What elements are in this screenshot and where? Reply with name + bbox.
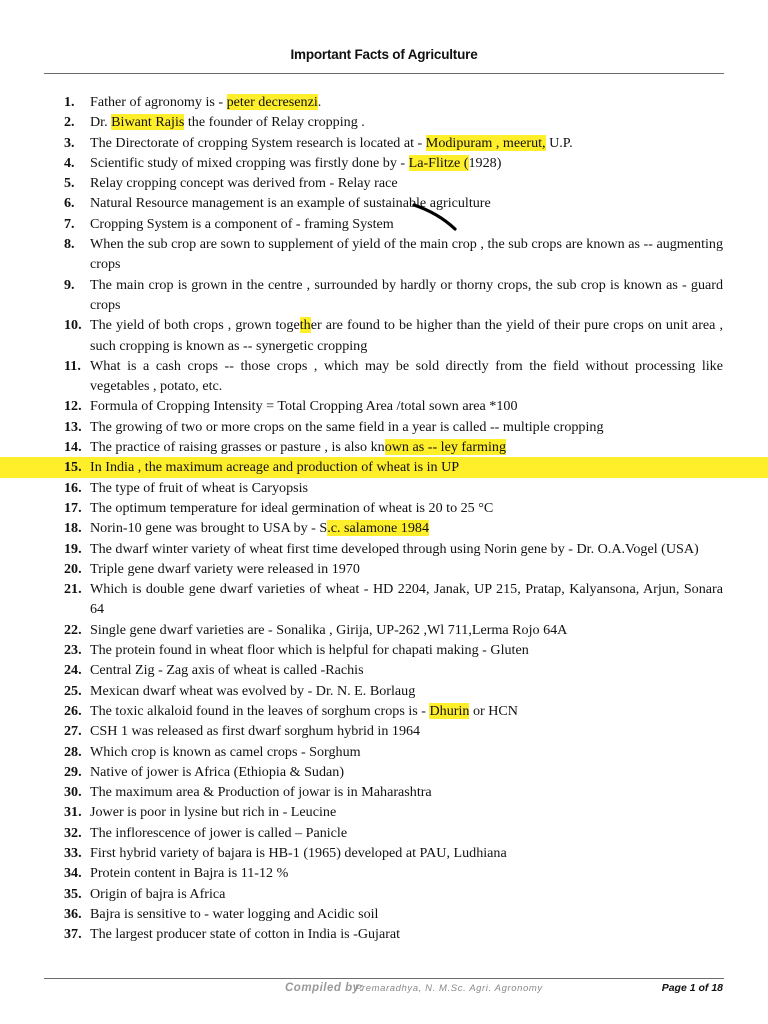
fact-item <box>0 417 768 437</box>
fact-number: 37. <box>64 926 82 943</box>
fact-text: The maximum area & Production of jowar is in Maharashtra <box>90 784 432 801</box>
fact-text: U.P. <box>545 134 573 151</box>
fact-number: 32. <box>64 824 82 841</box>
fact-item <box>0 701 768 721</box>
highlighted-text: .c. salamone 1984 <box>327 520 429 537</box>
fact-number: 20. <box>64 560 82 577</box>
facts-list <box>0 92 768 944</box>
fact-number: 27. <box>64 723 82 740</box>
fact-number: 26. <box>64 702 82 719</box>
fact-item <box>0 275 768 316</box>
fact-number: 30. <box>64 784 82 801</box>
fact-text: Dr. <box>90 114 112 131</box>
fact-number: 29. <box>64 763 82 780</box>
fact-text: or HCN <box>469 702 518 719</box>
fact-number: 34. <box>64 865 82 882</box>
fact-text: Central Zig - Zag axis of wheat is called -Rachis <box>90 662 364 679</box>
fact-item <box>0 518 768 538</box>
highlighted-text: peter decresenzi <box>226 94 318 110</box>
fact-number: 3. <box>64 134 75 151</box>
fact-item <box>0 457 768 477</box>
fact-number: 13. <box>64 418 82 435</box>
fact-item <box>0 782 768 802</box>
fact-number: 10. <box>64 317 82 334</box>
fact-number: 16. <box>64 479 82 496</box>
fact-number: 9. <box>64 276 75 293</box>
fact-number: 15. <box>64 459 82 476</box>
fact-text: Protein content in Bajra is 11-12 % <box>90 865 289 882</box>
fact-item <box>0 112 768 132</box>
fact-item <box>0 214 768 234</box>
fact-number: 8. <box>64 236 75 253</box>
fact-text: Relay cropping concept was derived from - Relay race <box>90 175 398 192</box>
fact-item <box>0 539 768 559</box>
highlighted-text: th <box>299 317 311 334</box>
fact-item <box>0 498 768 518</box>
fact-item <box>0 579 768 620</box>
fact-number: 6. <box>64 195 75 212</box>
fact-text: The main crop is grown in the centre , surrounded by hardly or thorny crops, the sub crop is known as - guard crops <box>90 276 723 313</box>
fact-number: 33. <box>64 844 82 861</box>
fact-number: 36. <box>64 905 82 922</box>
fact-number: 7. <box>64 215 75 232</box>
fact-number: 22. <box>64 621 82 638</box>
highlighted-text: Biwant Rajis <box>111 114 185 131</box>
fact-text: The toxic alkaloid found in the leaves of sorghum crops is - <box>90 702 430 719</box>
fact-number: 2. <box>64 114 75 131</box>
fact-item <box>0 823 768 843</box>
fact-number: 14. <box>64 439 82 456</box>
highlighted-text: Modipuram , meerut, <box>425 134 546 151</box>
fact-item <box>0 173 768 193</box>
fact-item <box>0 742 768 762</box>
fact-text: The protein found in wheat floor which is helpful for chapati making - Gluten <box>90 642 529 659</box>
fact-item <box>0 193 768 213</box>
fact-number: 28. <box>64 743 82 760</box>
fact-text: the founder of Relay cropping . <box>184 114 365 131</box>
fact-item <box>0 802 768 822</box>
fact-text: Origin of bajra is Africa <box>90 885 226 902</box>
fact-number: 11. <box>64 357 81 374</box>
fact-text: Jower is poor in lysine but rich in - Leucine <box>90 804 337 821</box>
fact-item <box>0 478 768 498</box>
fact-item <box>0 356 768 397</box>
fact-number: 4. <box>64 154 75 171</box>
page-footer <box>0 982 768 998</box>
fact-text: Which crop is known as camel crops - Sorghum <box>90 743 361 760</box>
document-title: Important Facts of Agriculture <box>290 47 478 62</box>
fact-number: 21. <box>64 581 82 598</box>
compiler-name: Premaradhya, N. M.Sc. Agri. Agronomy <box>355 983 543 994</box>
fact-text: . <box>317 94 322 110</box>
fact-number: 25. <box>64 682 82 699</box>
fact-text: CSH 1 was released as first dwarf sorghum hybrid in 1964 <box>90 723 421 740</box>
page-number: Page 1 of 18 <box>661 982 723 994</box>
fact-text: The inflorescence of jower is called – Panicle <box>90 824 348 841</box>
fact-text: First hybrid variety of bajara is HB-1 (1965) developed at PAU, Ludhiana <box>90 844 507 861</box>
fact-number: 17. <box>64 499 82 516</box>
fact-text: er are found to be higher than the yield of their pure crops on unit area , such cropping is known as -- synergetic cropping <box>90 317 723 354</box>
fact-item <box>0 843 768 863</box>
fact-text: Mexican dwarf wheat was evolved by - Dr. N. E. Borlaug <box>90 682 416 699</box>
fact-item <box>0 133 768 153</box>
fact-text: Scientific study of mixed cropping was firstly done by - <box>90 154 409 171</box>
fact-item <box>0 234 768 275</box>
fact-item <box>0 153 768 173</box>
fact-item <box>0 620 768 640</box>
compiled-by-label: Compiled by: <box>285 982 364 994</box>
highlighted-text: Dhurin <box>429 702 470 719</box>
fact-number: 18. <box>64 520 82 537</box>
fact-number: 31. <box>64 804 82 821</box>
fact-text: The type of fruit of wheat is Caryopsis <box>90 479 309 496</box>
fact-number: 23. <box>64 642 82 659</box>
footer-divider <box>44 978 724 979</box>
fact-text: The yield of both crops , grown toge <box>90 317 300 334</box>
fact-item <box>0 863 768 883</box>
fact-number: 19. <box>64 540 82 557</box>
fact-number: 1. <box>64 94 75 110</box>
fact-item <box>0 437 768 457</box>
fact-item <box>0 904 768 924</box>
fact-number: 35. <box>64 885 82 902</box>
fact-item <box>0 762 768 782</box>
fact-text: 1928) <box>468 154 502 171</box>
fact-item <box>0 640 768 660</box>
fact-item <box>0 396 768 416</box>
fact-number: 5. <box>64 175 75 192</box>
fact-text: The largest producer state of cotton in India is -Gujarat <box>90 926 401 943</box>
fact-item <box>0 559 768 579</box>
fact-text: Bajra is sensitive to - water logging and Acidic soil <box>90 905 379 922</box>
fact-text: Norin-10 gene was brought to USA by - S <box>90 520 328 537</box>
highlighted-text: La-Flitze ( <box>408 154 469 171</box>
fact-text: The practice of raising grasses or pasture , is also kn <box>90 439 385 456</box>
fact-text: Father of agronomy is - <box>90 94 227 110</box>
fact-text: Formula of Cropping Intensity = Total Cropping Area /total sown area *100 <box>90 398 518 415</box>
fact-text: What is a cash crops -- those crops , which may be sold directly from the field without processing like vegetables , potato, etc. <box>90 357 723 395</box>
fact-text: Cropping System is a component of - framing System <box>90 215 394 232</box>
fact-text: Native of jower is Africa (Ethiopia & Sudan) <box>90 763 345 780</box>
fact-number: 12. <box>64 398 82 415</box>
fact-item <box>0 924 768 944</box>
fact-item <box>0 721 768 741</box>
fact-text: Single gene dwarf varieties are - Sonalika , Girija, UP-262 ,Wl 711,Lerma Rojo 64A <box>90 621 568 638</box>
highlighted-text: In India , the maximum acreage and production of wh <box>90 459 394 476</box>
fact-text: When the sub crop are sown to supplement of yield of the main crop , the sub crops are known as -- augmenting crops <box>90 236 723 273</box>
fact-text: eat is in UP <box>393 459 460 476</box>
fact-text: The dwarf winter variety of wheat first time developed through using Norin gene by - Dr. O.A.Vogel (USA) <box>90 540 699 557</box>
fact-text: The Directorate of cropping System research is located at - <box>90 134 426 151</box>
fact-item <box>0 92 768 112</box>
header-divider <box>44 73 724 74</box>
highlighted-text: own as -- ley farming <box>384 439 507 456</box>
fact-text: Which is double gene dwarf varieties of wheat - HD 2204, Janak, UP 215, Pratap, Kalyansona, Arjun, Sonara 64 <box>90 581 723 618</box>
fact-item <box>0 884 768 904</box>
fact-number: 24. <box>64 662 82 679</box>
fact-item <box>0 681 768 701</box>
fact-text: The optimum temperature for ideal germination of wheat is 20 to 25 °C <box>90 499 494 516</box>
fact-item <box>0 315 768 356</box>
fact-text: Natural Resource management is an example of sustainable agriculture <box>90 195 491 212</box>
fact-text: Triple gene dwarf variety were released in 1970 <box>90 560 360 577</box>
fact-item <box>0 660 768 680</box>
fact-text: The growing of two or more crops on the same field in a year is called -- multiple cropping <box>90 418 604 435</box>
